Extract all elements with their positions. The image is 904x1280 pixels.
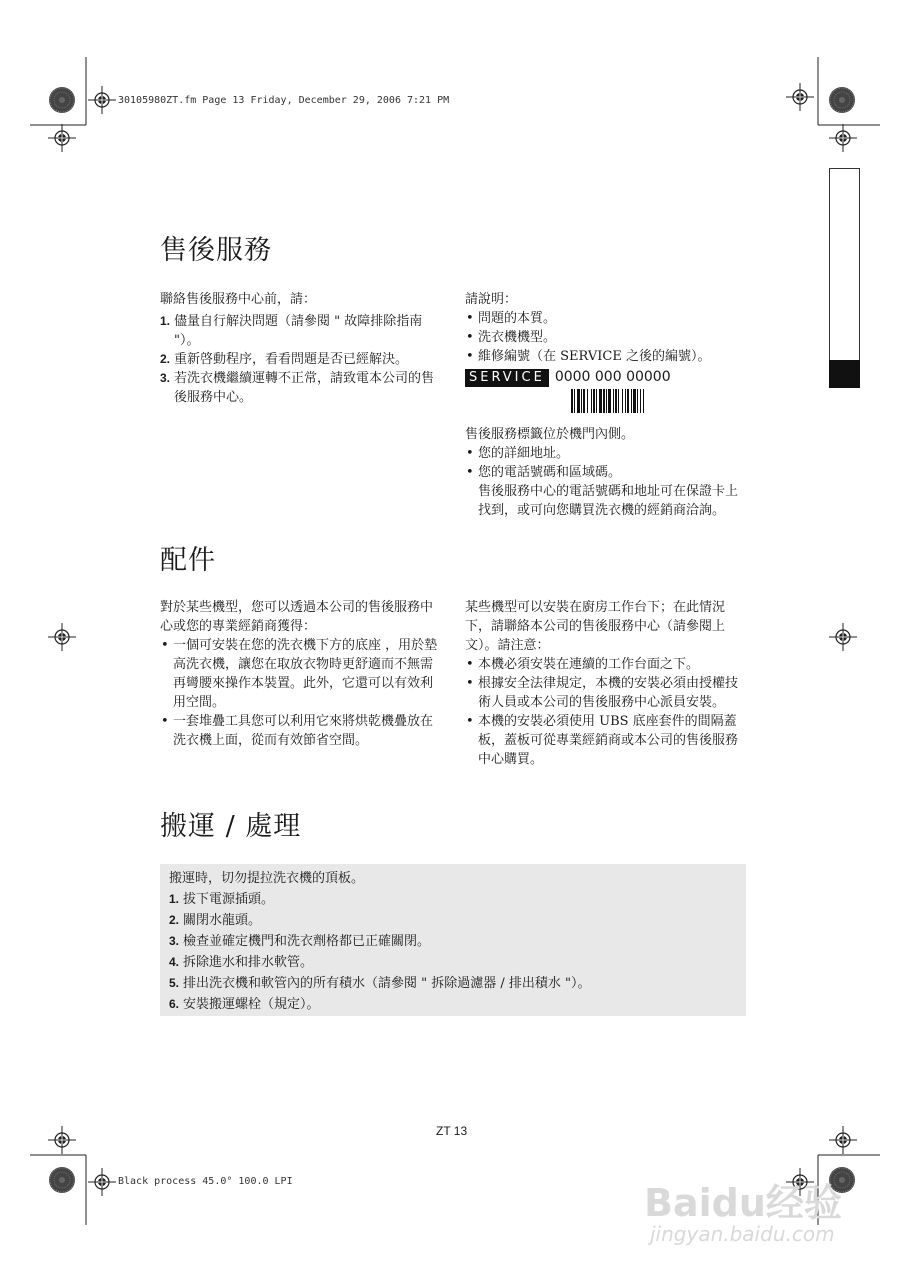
- barcode-bar: [608, 389, 611, 413]
- barcode-bar: [615, 389, 617, 413]
- barcode-bar: [613, 389, 614, 413]
- list-item: 2. 重新啓動程序，看看問題是否已經解決。: [160, 352, 409, 367]
- section-title-accessories: 配件: [160, 545, 216, 576]
- barcode-bar: [637, 389, 638, 413]
- star-target-icon: [49, 87, 75, 113]
- barcode-bar: [587, 389, 588, 413]
- barcode-bar: [640, 389, 641, 413]
- barcode-bar: [596, 389, 597, 413]
- list-item: • 本機的安裝必須使用 UBS 底座套件的間隔蓋板，蓋板可從專業經銷商或本公司的售後服務中心購買。: [465, 712, 750, 769]
- section-title-transport: 搬運 / 處理: [160, 811, 302, 842]
- barcode-icon: [571, 389, 685, 413]
- contact-note: 售後服務中心的電話號碼和地址可在保證卡上找到，或可向您購買洗衣機的經銷商洽詢。: [478, 484, 739, 518]
- barcode-bar: [591, 389, 592, 413]
- baidu-watermark-url: jingyan.baidu.com: [650, 1222, 835, 1246]
- barcode-bar: [631, 389, 632, 413]
- list-item: • 您的電話號碼和區域碼。 售後服務中心的電話號碼和地址可在保證卡上找到，或可向您購買洗衣機的經銷商洽詢。: [465, 463, 750, 520]
- service-right-column: [465, 290, 750, 520]
- star-target-icon: [49, 1167, 75, 1193]
- transport-box: [160, 864, 746, 1016]
- registration-mark-icon: [88, 1168, 116, 1196]
- service-label: [465, 368, 750, 387]
- service-intro: 聯絡售後服務中心前，請：: [160, 292, 317, 307]
- accessories-left-column: [160, 598, 440, 750]
- list-item: 4. 拆除進水和排水軟管。: [169, 955, 314, 970]
- file-info-line: 30105980ZT.fm Page 13 Friday, December 29, 2006 7:21 PM: [118, 95, 450, 106]
- list-item: 6. 安裝搬運螺栓（規定）。: [169, 997, 320, 1012]
- list-item: • 您的詳細地址。: [465, 444, 750, 463]
- page-number: ZT 13: [436, 1124, 468, 1138]
- barcode-bar: [593, 389, 595, 413]
- barcode-bar: [603, 389, 605, 413]
- baidu-watermark-logo: Baidu经验: [644, 1181, 842, 1225]
- service-number: 0000 000 00000: [554, 369, 671, 385]
- registration-mark-icon: [786, 83, 814, 111]
- barcode-bar: [583, 389, 585, 413]
- registration-mark-icon: [88, 86, 116, 114]
- list-item: • 洗衣機機型。: [465, 328, 750, 347]
- service-badge: SERVICE: [465, 369, 549, 387]
- barcode-bar: [618, 389, 619, 413]
- print-process-line: Black process 45.0° 100.0 LPI: [118, 1176, 293, 1187]
- registration-mark-icon: [829, 1126, 857, 1154]
- registration-mark-icon: [48, 124, 76, 152]
- service-request-intro: 請說明：: [465, 292, 518, 307]
- list-item: 2. 關閉水龍頭。: [169, 913, 262, 928]
- transport-warning: 搬運時，切勿提拉洗衣機的頂板。: [169, 871, 365, 886]
- list-item: • 一個可安裝在您的洗衣機下方的底座 ，用於墊高洗衣機，讓您在取放衣物時更舒適而不無需再彎腰來操作本裝置。此外，它還可以有效利用空間。: [160, 636, 440, 712]
- barcode-bar: [643, 389, 644, 413]
- barcode-bar: [581, 389, 582, 413]
- barcode-bar: [625, 389, 626, 413]
- label-location-note: 售後服務標籤位於機門內側。: [465, 427, 635, 442]
- list-item: • 問題的本質。: [465, 309, 750, 328]
- barcode-bar: [574, 389, 575, 413]
- barcode-bar: [627, 389, 629, 413]
- list-item: 3. 檢查並確定機門和洗衣劑格都已正確關閉。: [169, 934, 431, 949]
- accessories-right-column: [465, 598, 750, 769]
- barcode-bar: [622, 389, 623, 413]
- built-in-intro: 某些機型可以安裝在廚房工作台下；在此情況下，請聯絡本公司的售後服務中心（請參閱上文）。請注意：: [465, 600, 726, 653]
- list-item: 5. 排出洗衣機和軟管內的所有積水（請參閱 " 拆除過濾器 / 排出積水 "）。: [169, 976, 591, 991]
- registration-mark-icon: [48, 1126, 76, 1154]
- barcode-bar: [571, 389, 573, 413]
- barcode-bar: [606, 389, 607, 413]
- star-target-icon: [829, 87, 855, 113]
- list-item: • 本機必須安裝在連續的工作台面之下。: [465, 655, 750, 674]
- registration-mark-icon: [829, 623, 857, 651]
- section-title-service: 售後服務: [160, 235, 272, 266]
- list-item: • 根據安全法律規定，本機的安裝必須由授權技術人員或本公司的售後服務中心派員安裝。: [465, 674, 750, 712]
- accessories-intro: 對於某些機型，您可以透過本公司的售後服務中心或您的專業經銷商獲得：: [160, 600, 434, 634]
- barcode-bar: [599, 389, 602, 413]
- list-item: • 一套堆疊工具您可以利用它來將烘乾機疊放在洗衣機上面，從而有效節省空間。: [160, 712, 440, 750]
- thumb-tab-marker: [829, 360, 860, 388]
- service-left-column: [160, 290, 440, 407]
- list-item: 3. 若洗衣機繼續運轉不正常，請致電本公司的售後服務中心。: [160, 371, 435, 405]
- registration-mark-icon: [829, 124, 857, 152]
- registration-mark-icon: [48, 623, 76, 651]
- list-item: 1. 儘量自行解決問題（請參閱 " 故障排除指南 "）。: [160, 314, 423, 348]
- barcode-bar: [577, 389, 580, 413]
- list-item: • 維修編號（在 SERVICE 之後的編號）。: [465, 347, 750, 366]
- barcode-bar: [633, 389, 636, 413]
- list-item: 1. 拔下電源插頭。: [169, 892, 275, 907]
- thumb-tab: [829, 168, 860, 362]
